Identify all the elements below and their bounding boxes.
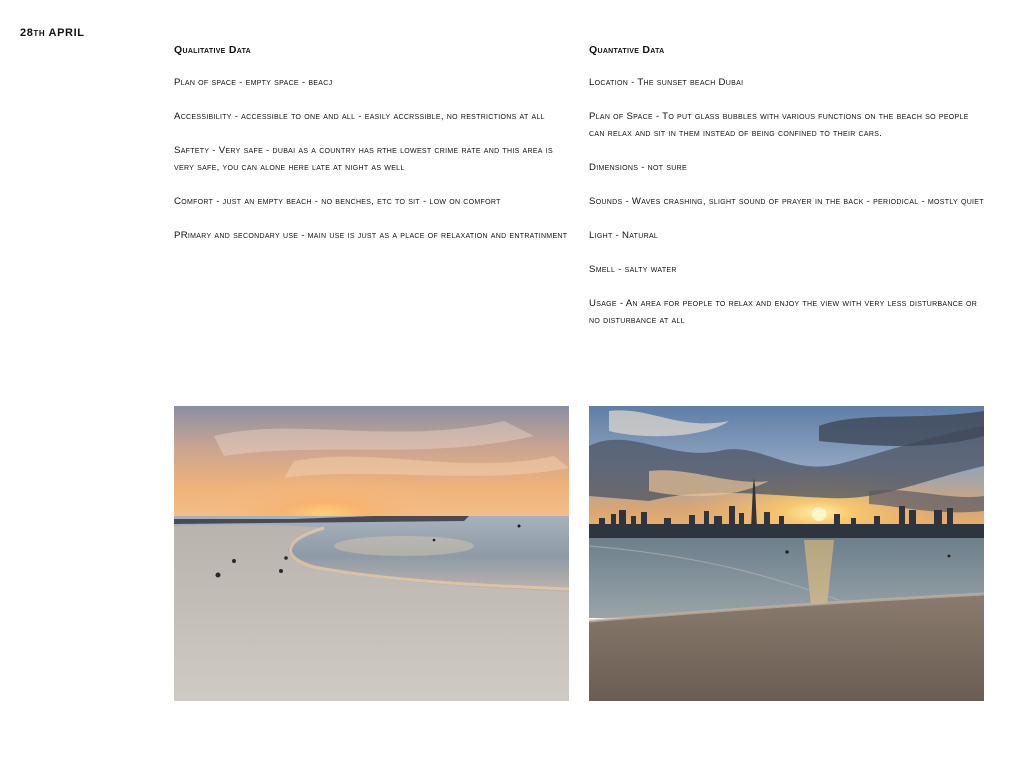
qualitative-column xyxy=(174,44,569,261)
qualitative-entry-comfort: Comfort - just an empty beach - no benches, etc to sit - low on comfort xyxy=(174,196,501,207)
quantitative-entry-light: Light - Natural xyxy=(589,230,659,241)
beach-sunset-photo xyxy=(174,406,569,701)
quantitative-entry-location: Location - The sunset beach Dubai xyxy=(589,77,744,88)
quantitative-title: Quantative Data xyxy=(589,44,665,56)
qualitative-title: Qualitative Data xyxy=(174,44,251,56)
qualitative-entry-use: PRimary and secondary use - main use is just as a place of relaxation and entratinment xyxy=(174,230,568,241)
qualitative-entry-accessibility: Accessibility - accessible to one and all - easily accrssible, no restrictions at all xyxy=(174,111,545,122)
dubai-skyline-image xyxy=(589,406,984,701)
quantitative-entry-usage: Usage - An area for people to relax and enjoy the view with very less disturbance or no disturbance at all xyxy=(589,298,978,326)
quantitative-column xyxy=(589,44,984,346)
qualitative-entry-safety: Saftety - Very safe - dubai as a country has rthe lowest crime rate and this area is very safe, you can alone here late at night as well xyxy=(174,145,553,173)
dubai-skyline-photo xyxy=(589,406,984,701)
page-date: 28th APRIL xyxy=(20,27,85,39)
qualitative-entry-plan: Plan of space - empty space - beacj xyxy=(174,77,333,88)
quantitative-entry-sounds: Sounds - Waves crashing, slight sound of prayer in the back - periodical - mostly quiet xyxy=(589,196,984,207)
beach-sunset-image xyxy=(174,406,569,701)
quantitative-entry-plan: Plan of Space - To put glass bubbles with various functions on the beach so people can relax and sit in them instead of being confined to their cars. xyxy=(589,111,969,139)
quantitative-entry-dimensions: Dimensions - not sure xyxy=(589,162,687,173)
quantitative-entry-smell: Smell - salty water xyxy=(589,264,677,275)
